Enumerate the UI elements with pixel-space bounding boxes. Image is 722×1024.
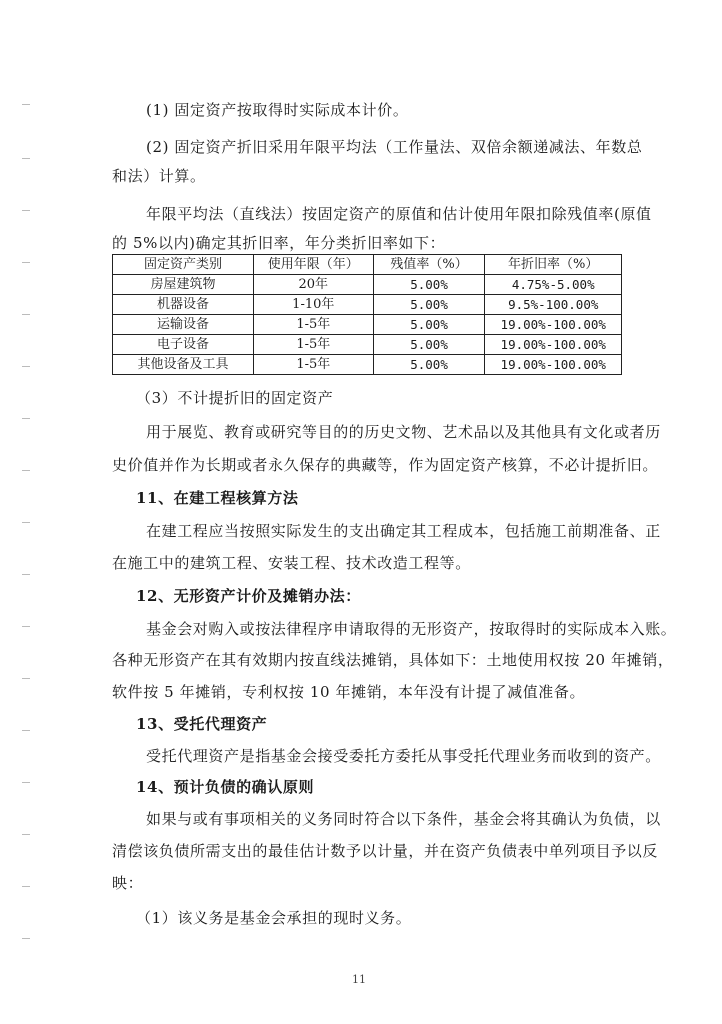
table-cell: 5.00% xyxy=(373,355,485,375)
table-cell: 4.75%-5.00% xyxy=(485,275,622,295)
table-cell: 5.00% xyxy=(373,295,485,315)
margin-mark xyxy=(22,626,30,627)
margin-mark xyxy=(22,574,30,575)
table-cell: 运输设备 xyxy=(113,315,254,335)
margin-mark xyxy=(22,782,30,783)
table-cell: 19.00%-100.00% xyxy=(485,335,622,355)
paragraph-line: 年限平均法（直线法）按固定资产的原值和估计使用年限扣除残值率(原值 xyxy=(146,205,652,223)
margin-mark xyxy=(22,886,30,887)
table-row xyxy=(113,295,622,315)
margin-mark xyxy=(22,158,30,159)
paragraph-line: 在施工中的建筑工程、安装工程、技术改造工程等。 xyxy=(112,554,471,572)
table-cell: 1-10年 xyxy=(253,295,373,315)
table-cell: 机器设备 xyxy=(113,295,254,315)
table-cell: 其他设备及工具 xyxy=(113,355,254,375)
table-row xyxy=(113,355,622,375)
paragraph-line: 在建工程应当按照实际发生的支出确定其工程成本，包括施工前期准备、正 xyxy=(146,522,661,540)
margin-mark xyxy=(22,262,30,263)
table-cell: 5.00% xyxy=(373,275,485,295)
margin-mark xyxy=(22,834,30,835)
paragraph-line: （3）不计提折旧的固定资产 xyxy=(136,389,334,407)
margin-mark xyxy=(22,730,30,731)
table-cell: 电子设备 xyxy=(113,335,254,355)
table-cell: 19.00%-100.00% xyxy=(485,315,622,335)
table-cell: 5.00% xyxy=(373,315,485,335)
table-cell: 20年 xyxy=(253,275,373,295)
paragraph-line: 映： xyxy=(112,874,144,892)
column-header: 固定资产类别 xyxy=(113,255,254,275)
table-cell: 房屋建筑物 xyxy=(113,275,254,295)
paragraph-line: 的 5%以内)确定其折旧率，年分类折旧率如下： xyxy=(112,234,446,252)
paragraph-line: 用于展览、教育或研究等目的的历史文物、艺术品以及其他具有文化或者历 xyxy=(146,423,661,441)
section-heading: 13、受托代理资产 xyxy=(136,715,268,733)
paragraph-line: 各种无形资产在其有效期内按直线法摊销，具体如下：土地使用权按 20 年摊销， xyxy=(112,651,674,669)
table-cell: 9.5%-100.00% xyxy=(485,295,622,315)
paragraph-line: 如果与或有事项相关的义务同时符合以下条件，基金会将其确认为负债，以 xyxy=(146,810,661,828)
margin-mark xyxy=(22,104,30,105)
column-header: 年折旧率（%） xyxy=(485,255,622,275)
margin-mark xyxy=(22,470,30,471)
paragraph-line: (1) 固定资产按取得时实际成本计价。 xyxy=(146,101,409,119)
margin-mark xyxy=(22,678,30,679)
table-cell: 1-5年 xyxy=(253,335,373,355)
table-row xyxy=(113,335,622,355)
paragraph-line: 受托代理资产是指基金会接受委托方委托从事受托代理业务而收到的资产。 xyxy=(146,747,661,765)
depreciation-table xyxy=(112,254,622,375)
section-heading: 12、无形资产计价及摊销办法： xyxy=(136,587,361,605)
margin-mark xyxy=(22,210,30,211)
table-row xyxy=(113,275,622,295)
margin-mark xyxy=(22,314,30,315)
paragraph-line: 基金会对购入或按法律程序申请取得的无形资产，按取得时的实际成本入账。 xyxy=(146,620,677,638)
section-heading: 14、预计负债的确认原则 xyxy=(136,778,315,796)
paragraph-line: (2) 固定资产折旧采用年限平均法（工作量法、双倍余额递减法、年数总 xyxy=(146,138,643,156)
margin-mark xyxy=(22,366,30,367)
margin-mark xyxy=(22,522,30,523)
table-header-row xyxy=(113,255,622,275)
paragraph-line: 史价值并作为长期或者永久保存的典藏等，作为固定资产核算，不必计提折旧。 xyxy=(112,456,659,474)
table-row xyxy=(113,315,622,335)
table-cell: 19.00%-100.00% xyxy=(485,355,622,375)
column-header: 残值率（%） xyxy=(373,255,485,275)
paragraph-line: 清偿该负债所需支出的最佳估计数予以计量，并在资产负债表中单列项目予以反 xyxy=(112,842,659,860)
table-cell: 5.00% xyxy=(373,335,485,355)
paragraph-line: 和法）计算。 xyxy=(112,167,206,185)
paragraph-line: （1）该义务是基金会承担的现时义务。 xyxy=(136,909,412,927)
section-heading: 11、在建工程核算方法 xyxy=(136,489,299,507)
page-number: 11 xyxy=(352,973,366,986)
paragraph-line: 软件按 5 年摊销，专利权按 10 年摊销，本年没有计提了减值准备。 xyxy=(112,683,586,701)
table-cell: 1-5年 xyxy=(253,355,373,375)
table-cell: 1-5年 xyxy=(253,315,373,335)
margin-mark xyxy=(22,418,30,419)
margin-mark xyxy=(22,938,30,939)
column-header: 使用年限（年） xyxy=(253,255,373,275)
